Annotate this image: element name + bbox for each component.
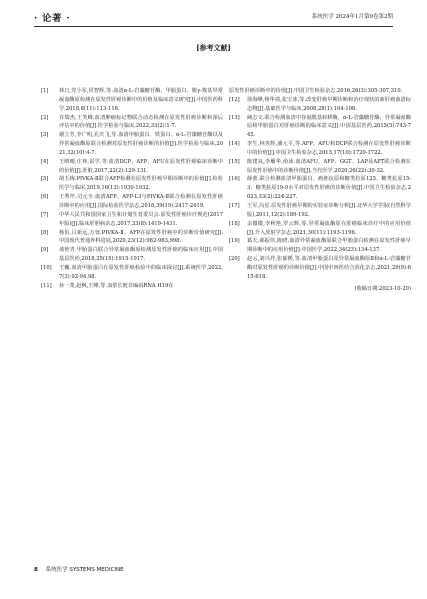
reference-item (229, 237, 411, 255)
reference-number: [12] (229, 96, 240, 103)
reference-item (41, 158, 223, 176)
reference-text: 赵云,刘兴祥,张郁媛,等.血清甲胎蛋白及异常凝血酶原Ⅱ和α-L-岩藻糖苷酶对原发性肝癌的诊断价值[J].中国中西医结合消化杂志,2021,29(9):615-618. (247, 256, 411, 280)
reference-item (229, 175, 411, 202)
reference-item (229, 202, 411, 220)
reference-text: 薛蕾.联合检测血清甲胎蛋白、癌胚抗原和糖类抗原125、糖类抗原15-3、糖类抗原19-9水平对原发性肝癌的诊断价值[J].中国卫生检验杂志,2023,33(2):224-227. (247, 176, 411, 201)
reference-text: 中华人民共和国国家卫生和计划生育委员会.原发性肝癌诊疗规范(2017年版)[J].临床肝胆病杂志,2017,33(8):1419-1431. (59, 211, 223, 227)
section-tag: · 论著 · (34, 14, 71, 24)
reference-number: [20] (229, 256, 240, 263)
reference-text: 王晴晴,庄林,雷学,等.血清DCP、AFP、AFU在原发性肝癌临床诊断中的价值[J].肝脏,2017,22(2):129-131. (59, 158, 223, 174)
reference-item (41, 87, 223, 114)
reference-text: 杨伯,吕新远,万蓉.PIVKA-Ⅱ、AFP在原发性肝癌中的诊断价值研究[J].中国现代普通外科进展,2020,23(12):982-983,998. (59, 229, 223, 245)
reference-number: [19] (229, 238, 240, 245)
reference-text: 陈建良,李雁华,俞沛.血清AFU、AFP、GGT、LAP及APT联合检测在原发性肝癌中的诊断价值[J].当代医学,2020,26(22):30-32. (247, 158, 411, 174)
references-right-column (229, 87, 411, 294)
reference-item (41, 114, 223, 132)
reference-number: [17] (229, 202, 240, 209)
reference-number: [16] (229, 176, 240, 183)
reference-item (229, 114, 411, 141)
reference-item (229, 158, 411, 176)
reference-item (41, 211, 223, 229)
reference-number: [13] (229, 114, 240, 121)
reference-item (41, 193, 223, 211)
reference-item (41, 264, 223, 282)
page-header (0, 0, 427, 28)
reference-item (41, 282, 223, 291)
reference-continuation: 原发性肝癌诊断中的价值[J].中国卫生检验杂志,2016,26(3):305-307,310. (229, 88, 403, 94)
journal-info: 系统医学 2024年1月第9卷第2期 (311, 14, 393, 20)
reference-item (41, 229, 223, 247)
reference-number: [1] (41, 88, 49, 94)
reference-text: 王巍.血清甲胎蛋白在原发性肝癌检验中的临床探讨[J].系统医学,2022,7(3):92-94,98. (59, 264, 223, 280)
header-rule (34, 26, 393, 27)
reference-text: 谢立芳,李广明,孔庆飞,等.血清甲胎蛋白、铁蛋白、α-L-岩藻糖苷酶以及异常凝血酶原联合检测对原发性肝癌诊断的价值[J].医学检验与临床,2021,32(10):4-7. (59, 132, 223, 156)
reference-number: [10] (41, 264, 52, 271)
reference-item (229, 220, 411, 238)
reference-number: [6] (41, 194, 49, 201)
reference-number: [18] (229, 220, 240, 227)
reference-text: 徐海峰,杨华倩,张宝冰,等.改变肝癌早期诊断和治疗现状的新肝癌血清标志物[J].基础医学与临床,2008,28(1):104-108. (247, 96, 411, 112)
page-footer (34, 565, 124, 573)
reference-item (41, 246, 223, 264)
references-title: [参考文献] (196, 43, 231, 52)
footer-journal-name: 系统医学 SYSTEMS MEDICINE (45, 567, 124, 573)
reference-item (41, 131, 223, 158)
reference-text: 谈艳青.甲胎蛋白联合异常凝血酶原检测原发性肝癌的临床应用[J].中国基层医药,2018,25(15):1915-1917. (59, 247, 223, 263)
reference-text: 葛天,郝振伟,陈晓.血清异常凝血酶原联合甲胎蛋白检测在原发性肝癌早期诊断中的应用价值[J].中国医学,2022,34(23):134-137. (247, 238, 411, 254)
reference-number: [5] (41, 176, 49, 183)
reference-number: [7] (41, 211, 49, 218)
reference-number: [9] (41, 247, 49, 254)
reference-text: 王秀芹,司元全.血清AFP、AFP-L3与PIVKA-Ⅱ联合检测在原发性肝癌诊断中的应用[J].国际检验医学杂志,2018,39(19):2417-2419. (59, 194, 223, 209)
reference-text: 林日,党小军,侯智辉,等.血清α-L-岩藻糖苷酶、甲胎蛋白、脱γ-羧基异常凝血酶原检测在原发性肝癌诊断中的价值及临床意义研究[J].中国医药科学,2018,8(11):113-116. (59, 88, 223, 112)
reference-text: 王军,冯星.原发性肝癌早期的实验室诊断分析[J].北华大学学报(自然科学版),2011,12(2):189-192. (247, 202, 411, 218)
reference-item (229, 255, 411, 282)
reference-number: [15] (229, 158, 240, 165)
reference-text: 李生,林英辉,潘元平,等.AFP、AFU和DCP联合检测在原发性肝癌诊断中的价值[J].中国卫生检验杂志,2013,17(10):1720-1722. (247, 141, 411, 156)
reference-number: [8] (41, 229, 49, 236)
reference-number: [11] (41, 282, 52, 289)
reference-item (229, 140, 411, 158)
reference-item (229, 96, 411, 114)
page-number: 8 (34, 567, 38, 573)
received-date: (收稿日期:2023-10-20) (354, 285, 411, 292)
references-left-column (41, 87, 223, 290)
reference-text: 余微微,李秋艳,罗云辉,等.异常凝血酶原在肝癌临床诊疗中的应用价值[J].介入放射学杂志,2021,30(11):1193-1196. (247, 220, 411, 236)
reference-text: 阙志文.联合检测血清中谷氨酰基转移酶、α-L-岩藻糖苷酶、异常凝血酶原和甲胎蛋白对肝癌诊断的临床意义[J].中国基层医药,2015(5):743-745. (247, 114, 411, 139)
reference-text: 胡玉梅.PIVKA-Ⅱ联合AFP检测在原发性肝癌早期诊断中的价值[J].检验医学与临床,2019,16(13):1930-1932. (59, 176, 223, 192)
reference-item (41, 175, 223, 193)
reference-number: [14] (229, 141, 240, 148)
reference-text: 许瑞杰,王笑峰.血清肿瘤标记物联合动态检测在原发性肝癌诊断和预后评估中的价值[J].医学检验与临床,2022,33(2):1-7. (59, 114, 223, 130)
reference-number: [2] (41, 114, 49, 121)
reference-number: [3] (41, 132, 49, 139)
reference-text: 孙一斐,赵枫,王峰,等.血浆长链非编码RNA H19在 (59, 282, 174, 289)
reference-number: [4] (41, 158, 49, 165)
